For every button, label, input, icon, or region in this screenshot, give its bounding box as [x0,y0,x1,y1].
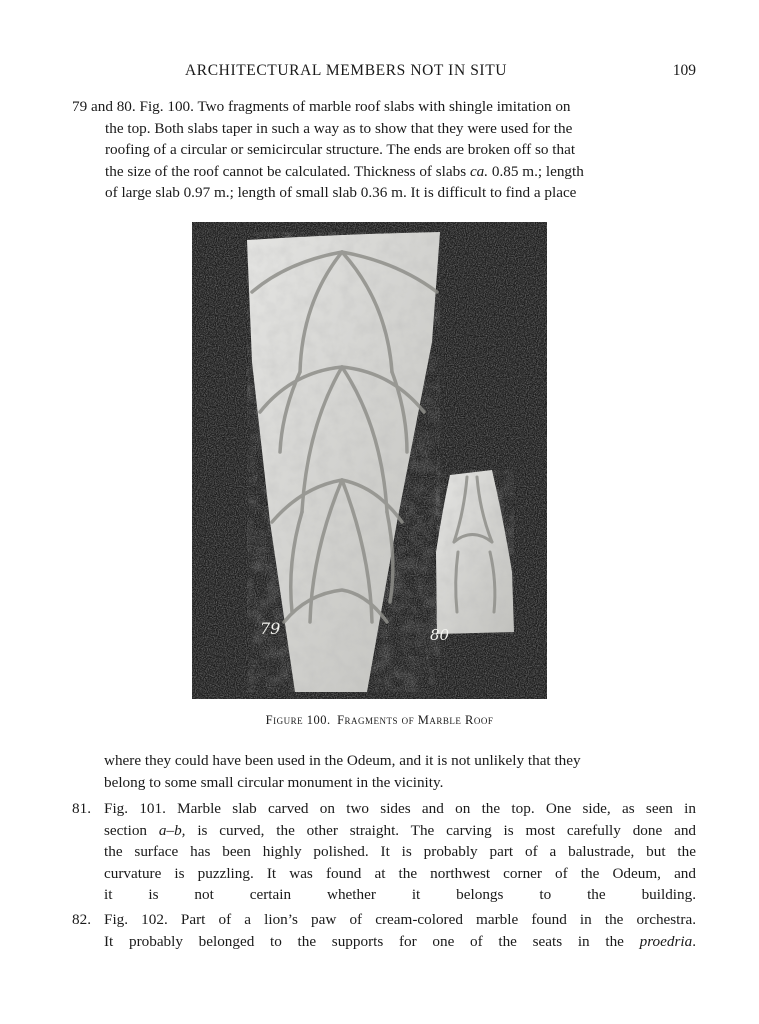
figure-label-79: 79 [260,619,281,638]
figure-caption [0,713,759,728]
text-line: Fig. 101. Marble slab carved on two sides and on the top. One side, as seen in [104,800,696,817]
text-line: the top. Both slabs taper in such a way as to show that they were used for the [105,119,573,137]
text-line: 79 and 80. Fig. 100. Two fragments of marble roof slabs with shingle imitation on [72,98,571,115]
text-line: the size of the roof cannot be calculated. Thickness of slabs ca. 0.85 m.; length [105,162,584,180]
text-line: roofing of a circular or semicircular structure. The ends are broken off so that [105,141,576,158]
text-line: where they could have been used in the Odeum, and it is not unlikely that they [104,752,581,769]
figure-photo [192,222,547,699]
entry-number: 81. [72,800,91,817]
page-number: 109 [672,62,696,79]
entry-number: 82. [72,911,91,928]
text-line: section a–b, is curved, the other straight. The carving is most carefully done and [104,821,697,839]
entry-82 [72,909,696,952]
text-line: belong to some small circular monument in the vicinity. [104,773,444,791]
running-title: ARCHITECTURAL MEMBERS NOT IN SITU [185,62,508,79]
text-line: the surface has been highly polished. It is probably part of a balustrade, but the [104,843,696,860]
text-line: It probably belonged to the supports for one of the seats in the proedria. [104,932,696,950]
figure-label-80: 80 [430,626,450,644]
running-header [100,62,696,82]
text-line: of large slab 0.97 m.; length of small slab 0.36 m. It is difficult to find a place [105,184,577,201]
caption-text: Fragments of Marble Roof [337,713,494,727]
entry-81 [72,798,696,906]
text-line: it is not certain whether it belongs to the building. [104,886,696,903]
caption-prefix: Figure 100. [265,713,331,727]
entry-79-80 [72,96,696,204]
text-line: curvature is puzzling. It was found at the northwest corner of the Odeum, and [104,864,696,882]
entry-79-80-continuation [104,750,696,793]
text-line: Fig. 102. Part of a lion’s paw of cream-colored marble found in the orchestra. [104,911,696,928]
